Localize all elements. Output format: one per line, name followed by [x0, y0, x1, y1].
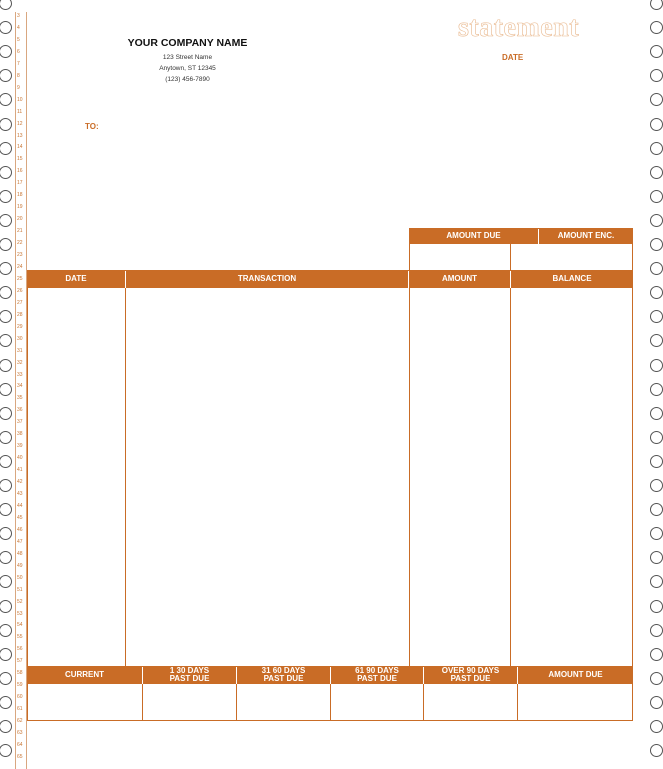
tractor-hole [0, 551, 12, 564]
amount-due-header: AMOUNT DUE [409, 228, 538, 244]
aging-header-line: OVER 90 DAYS [441, 666, 500, 675]
tractor-hole [0, 431, 12, 444]
tractor-hole [0, 696, 12, 709]
ruler-number: 63 [17, 730, 23, 736]
ruler-number: 61 [17, 706, 23, 713]
amount-enc-field[interactable] [511, 244, 632, 270]
tractor-hole [0, 672, 12, 685]
tractor-hole [650, 624, 663, 637]
tractor-hole [0, 648, 12, 661]
ruler-number: 52 [17, 598, 23, 605]
ruler-number: 48 [17, 550, 23, 557]
tractor-hole [650, 503, 663, 516]
transaction-column-header: TRANSACTION [126, 270, 408, 288]
tractor-hole [650, 238, 663, 251]
ruler-number: 20 [17, 216, 23, 223]
ruler-number: 34 [17, 383, 23, 390]
aging-header-line: 61 90 DAYS [355, 666, 399, 675]
tractor-hole [650, 190, 663, 203]
tractor-hole [0, 383, 12, 396]
tractor-hole [0, 0, 12, 10]
tractor-hole [650, 286, 663, 299]
tractor-hole [0, 69, 12, 82]
ruler-number: 60 [17, 694, 23, 701]
tractor-hole [0, 600, 12, 613]
ruler-number: 24 [17, 263, 23, 270]
aging-amount-field[interactable] [237, 684, 330, 720]
ruler-number: 6 [17, 48, 20, 55]
aging-header-line: PAST DUE [450, 674, 491, 683]
ruler-number: 47 [17, 538, 23, 545]
ruler-number: 40 [17, 455, 23, 462]
ruler-number: 19 [17, 204, 23, 211]
ruler-number: 50 [17, 574, 23, 581]
tractor-hole [0, 45, 12, 58]
ruler-number: 21 [17, 228, 23, 235]
tractor-hole [0, 238, 12, 251]
ruler-number: 58 [17, 670, 23, 677]
tractor-hole [0, 720, 12, 733]
tractor-hole [0, 624, 12, 637]
tractor-hole [0, 21, 12, 34]
tractor-hole [650, 527, 663, 540]
aging-column-header [143, 666, 236, 684]
ruler-number: 32 [17, 359, 23, 366]
ruler-number: 53 [17, 610, 23, 617]
tractor-hole [0, 334, 12, 347]
tractor-hole [650, 744, 663, 757]
aging-column-header [237, 666, 330, 684]
amount-due-field[interactable] [410, 244, 509, 270]
ruler-number: 16 [17, 168, 23, 175]
tractor-hole [650, 648, 663, 661]
tractor-hole [0, 93, 12, 106]
aging-column-header [518, 666, 633, 684]
tractor-hole [650, 310, 663, 323]
ruler-number: 46 [17, 526, 23, 533]
tractor-hole [650, 21, 663, 34]
ruler-number: 56 [17, 646, 23, 653]
ruler-number: 43 [17, 491, 23, 497]
tractor-hole [650, 359, 663, 372]
aging-column-header [27, 666, 142, 684]
ruler-number: 55 [17, 634, 23, 641]
tractor-hole [0, 118, 12, 131]
tractor-hole [650, 383, 663, 396]
tractor-hole [0, 214, 12, 227]
ruler-number: 23 [17, 252, 23, 258]
ruler-number: 49 [17, 562, 23, 569]
tractor-hole [650, 262, 663, 275]
tractor-hole [0, 190, 12, 203]
company-block [100, 37, 275, 85]
tractor-hole [650, 600, 663, 613]
tractor-hole [650, 45, 663, 58]
tractor-hole [650, 575, 663, 588]
statement-title: statement [458, 12, 580, 43]
table-divider-3 [510, 288, 511, 667]
company-city: Anytown, ST 12345 [159, 65, 216, 72]
date-label: DATE [502, 53, 524, 62]
tractor-hole [650, 0, 663, 10]
tractor-hole [650, 455, 663, 468]
tractor-hole [0, 262, 12, 275]
tractor-hole [650, 431, 663, 444]
transaction-table [27, 270, 633, 667]
tractor-hole [650, 118, 663, 131]
ruler-number: 11 [17, 108, 23, 115]
tractor-hole [650, 142, 663, 155]
tractor-hole [650, 696, 663, 709]
ruler-number: 29 [17, 323, 23, 330]
ruler-number: 25 [17, 275, 23, 282]
ruler-number: 4 [17, 24, 20, 31]
aging-amount-field[interactable] [331, 684, 423, 720]
ruler-number: 9 [17, 84, 20, 91]
ruler-number: 65 [17, 753, 23, 760]
ruler-number: 57 [17, 658, 23, 665]
tractor-hole [0, 286, 12, 299]
ruler-number: 13 [17, 132, 23, 139]
tractor-hole [0, 575, 12, 588]
aging-column-header [331, 666, 423, 684]
aging-column-header [424, 666, 517, 684]
tractor-hole [650, 672, 663, 685]
tractor-hole [650, 166, 663, 179]
tractor-hole [0, 142, 12, 155]
ruler-number: 22 [17, 240, 23, 247]
ruler-number: 27 [17, 299, 23, 306]
tractor-hole [650, 407, 663, 420]
ruler-number: 62 [17, 718, 23, 725]
ruler-number: 41 [17, 467, 23, 474]
amount-enc-header: AMOUNT ENC. [539, 228, 633, 244]
ruler-number: 28 [17, 311, 23, 318]
tractor-hole [650, 479, 663, 492]
ruler-number: 37 [17, 419, 23, 426]
tractor-hole [0, 455, 12, 468]
ruler-number: 35 [17, 395, 23, 402]
ruler-number: 7 [17, 60, 20, 67]
company-name: YOUR COMPANY NAME [127, 37, 248, 49]
tractor-hole [650, 93, 663, 106]
ruler-number: 51 [17, 586, 23, 593]
ruler-number: 10 [17, 96, 23, 103]
tractor-hole [650, 334, 663, 347]
ruler-number: 42 [17, 479, 23, 486]
ruler-number: 31 [17, 347, 23, 354]
tractor-hole [0, 744, 12, 757]
ruler-number: 3 [17, 13, 20, 19]
tractor-hole [0, 407, 12, 420]
date-column-header: DATE [27, 270, 125, 288]
to-label: TO: [85, 122, 99, 131]
ruler-number: 36 [17, 407, 23, 414]
amount-column-header: AMOUNT [409, 270, 510, 288]
ruler-number: 12 [17, 120, 23, 127]
ruler-number: 30 [17, 335, 23, 342]
tractor-hole [0, 503, 12, 516]
aging-header-line: CURRENT [64, 670, 105, 679]
tractor-hole [0, 359, 12, 372]
tractor-hole [650, 214, 663, 227]
tractor-hole [650, 69, 663, 82]
ruler-number: 8 [17, 72, 20, 79]
aging-header-line: 1 30 DAYS [169, 666, 210, 675]
tractor-hole [650, 720, 663, 733]
aging-header-line: AMOUNT DUE [548, 670, 603, 679]
aging-amount-field[interactable] [143, 684, 236, 720]
ruler-number: 14 [17, 144, 23, 151]
company-phone: (123) 456-7890 [165, 76, 210, 83]
tractor-hole [650, 551, 663, 564]
aging-header-line: PAST DUE [357, 674, 397, 683]
ruler-number: 5 [17, 36, 20, 43]
ruler-number: 64 [17, 741, 23, 748]
ruler-line-left [15, 12, 16, 769]
table-divider-1 [125, 288, 126, 667]
ruler-number: 17 [17, 180, 23, 187]
tractor-hole [0, 166, 12, 179]
ruler-number: 44 [17, 502, 23, 509]
aging-amount-field[interactable] [424, 684, 517, 720]
ruler-number: 39 [17, 443, 23, 450]
ruler-number: 38 [17, 431, 23, 438]
aging-header-line: PAST DUE [169, 674, 210, 683]
table-divider-2 [409, 288, 410, 667]
ruler-number: 45 [17, 514, 23, 521]
tractor-hole [0, 479, 12, 492]
ruler-number: 54 [17, 622, 23, 629]
ruler-number: 15 [17, 156, 23, 163]
tractor-hole [0, 310, 12, 323]
balance-column-header: BALANCE [511, 270, 633, 288]
ruler-number: 26 [17, 287, 23, 294]
tractor-hole [0, 527, 12, 540]
ruler-number: 59 [17, 682, 23, 689]
aging-header-line: 31 60 DAYS [261, 666, 306, 675]
ruler-number: 33 [17, 371, 23, 378]
aging-amount-field[interactable] [518, 684, 633, 720]
ruler-number: 18 [17, 192, 23, 199]
company-street: 123 Street Name [162, 54, 213, 61]
aging-amount-field[interactable] [27, 684, 142, 720]
aging-header-line: PAST DUE [263, 674, 304, 683]
